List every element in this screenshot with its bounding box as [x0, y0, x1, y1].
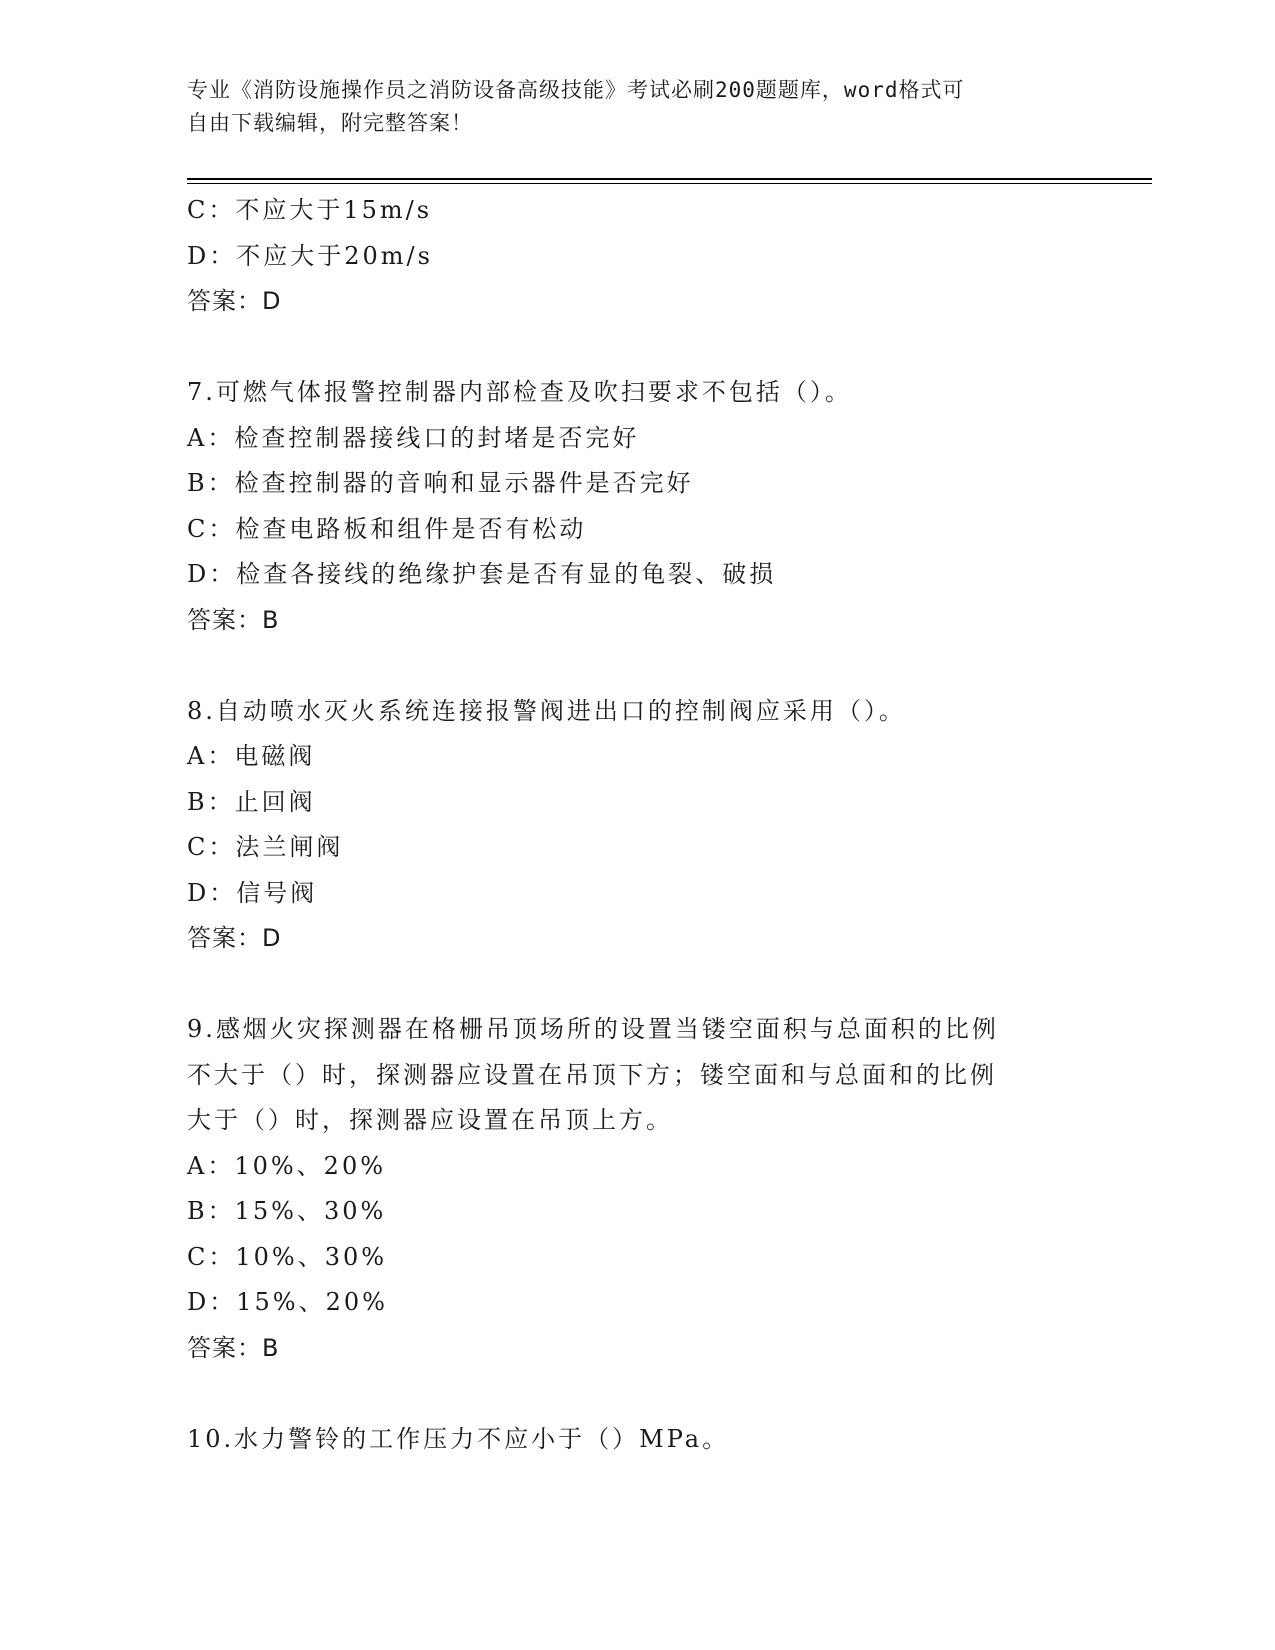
spacer — [187, 643, 1087, 689]
q7-option-b: B：检查控制器的音响和显示器件是否完好 — [187, 469, 694, 497]
question-6-continued — [187, 188, 1087, 325]
q10-stem: 10.水力警铃的工作压力不应小于（）MPa。 — [187, 1424, 730, 1453]
q7-stem: 7.可燃气体报警控制器内部检查及吹扫要求不包括（）。 — [187, 378, 852, 406]
question-10 — [187, 1417, 1087, 1463]
spacer — [187, 1371, 1087, 1417]
q8-option-d: D：信号阀 — [187, 878, 318, 907]
q9-answer: 答案：B — [187, 1333, 280, 1362]
q7-option-c: C：检查电路板和组件是否有松动 — [187, 514, 587, 543]
q9-option-d: D：15%、20% — [187, 1288, 388, 1316]
question-list — [187, 188, 1087, 1462]
q9-stem-line-1: 9.感烟火灾探测器在格栅吊顶场所的设置当镂空面积与总面积的比例 — [187, 1015, 999, 1043]
header-line-1: 专业《消防设施操作员之消防设备高级技能》考试必刷200题题库，word格式可 — [187, 78, 965, 102]
q8-option-a: A：电磁阀 — [187, 742, 316, 770]
spacer — [187, 962, 1087, 1008]
q6-answer: 答案：D — [187, 287, 282, 315]
question-8 — [187, 689, 1087, 962]
q6-option-d: D：不应大于20m/s — [187, 241, 433, 270]
q7-option-a: A：检查控制器接线口的封堵是否完好 — [187, 423, 640, 452]
header-line-2: 自由下载编辑，附完整答案！ — [187, 111, 473, 135]
q8-stem: 8.自动喷水灭火系统连接报警阀进出口的控制阀应采用（）。 — [187, 696, 906, 725]
question-7 — [187, 370, 1087, 643]
q9-stem-line-2: 不大于（）时，探测器应设置在吊顶下方；镂空面和与总面和的比例 — [187, 1060, 997, 1089]
document-header — [187, 74, 1067, 140]
q6-option-c: C：不应大于15m/s — [187, 196, 433, 224]
q7-answer: 答案：B — [187, 605, 280, 634]
q7-option-d: D：检查各接线的绝缘护套是否有显的龟裂、破损 — [187, 560, 777, 588]
q8-option-c: C：法兰闸阀 — [187, 833, 344, 861]
question-9 — [187, 1007, 1087, 1371]
q9-stem-line-3: 大于（）时，探测器应设置在吊顶上方。 — [187, 1106, 673, 1134]
q9-option-b: B：15%、30% — [187, 1197, 387, 1225]
header-divider-thick — [187, 178, 1152, 180]
q9-option-a: A：10%、20% — [187, 1151, 387, 1180]
q8-option-b: B：止回阀 — [187, 787, 316, 816]
q8-answer: 答案：D — [187, 924, 282, 952]
spacer — [187, 325, 1087, 371]
q9-option-c: C：10%、30% — [187, 1242, 388, 1271]
header-divider-thin — [187, 183, 1152, 184]
